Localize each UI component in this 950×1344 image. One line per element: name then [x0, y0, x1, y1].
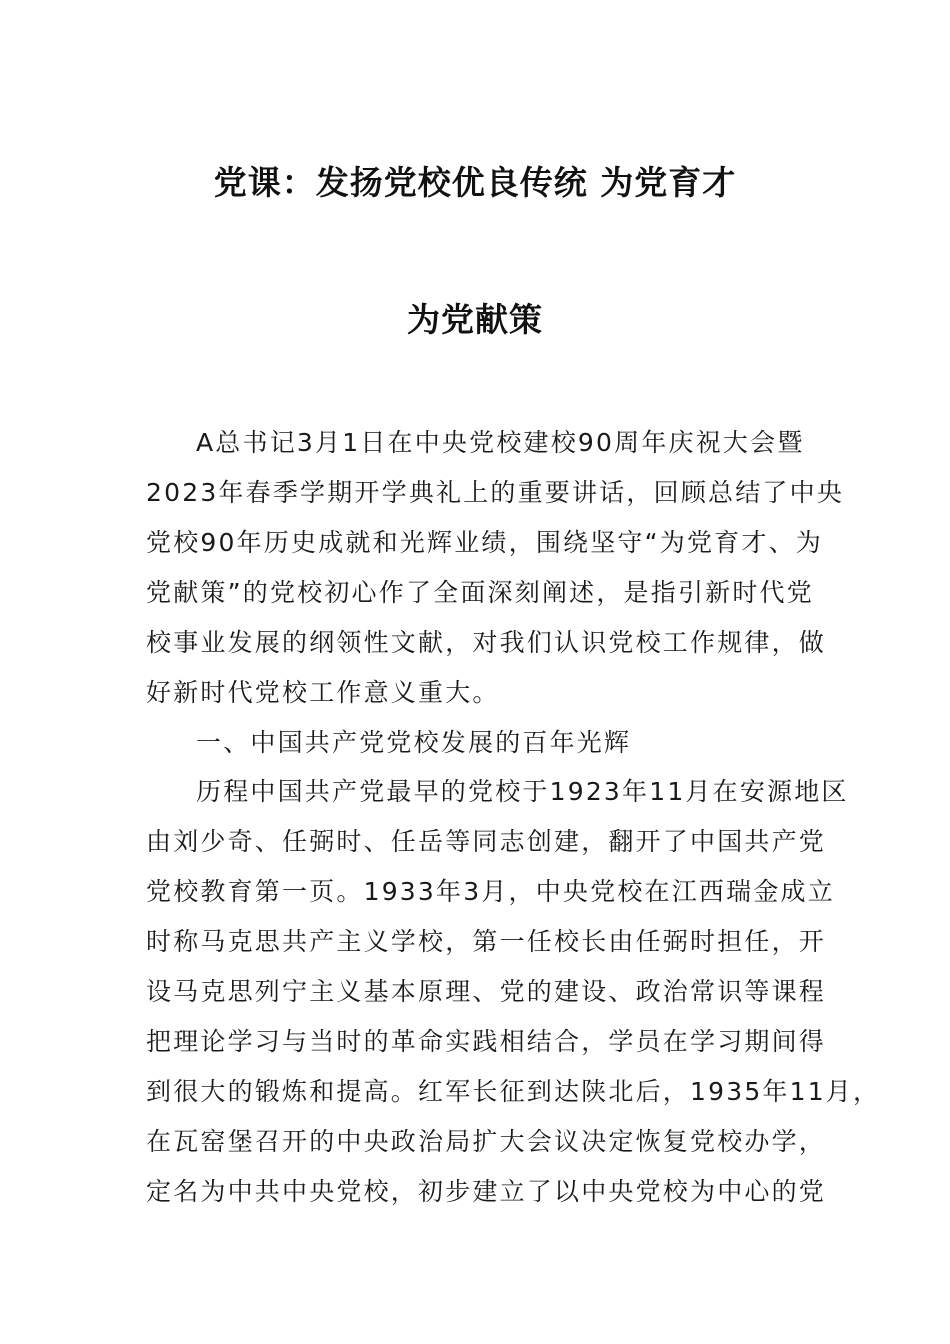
paragraph-1-line-2: 2023年春季学期开学典礼上的重要讲话，回顾总结了中央 [146, 478, 845, 507]
document-title-line-1: 党课：发扬党校优良传统 为党育才 [213, 163, 737, 202]
document-title-line-2: 为党献策 [407, 300, 543, 339]
paragraph-2-line-7: 到很大的锻炼和提高。红军长征到达陕北后，1935年11月， [146, 1077, 881, 1106]
paragraph-2-line-8: 在瓦窑堡召开的中央政治局扩大会议决定恢复党校办学， [146, 1127, 827, 1156]
paragraph-2-line-2: 由刘少奇、任弼时、任岳等同志创建，翻开了中国共产党 [146, 827, 827, 856]
paragraph-2-line-4: 时称马克思共产主义学校，第一任校长由任弼时担任，开 [146, 927, 827, 956]
paragraph-1-line-6: 好新时代党校工作意义重大。 [146, 678, 500, 707]
paragraph-2-line-3: 党校教育第一页。1933年3月，中央党校在江西瑞金成立 [146, 877, 835, 906]
paragraph-2-line-5: 设马克思列宁主义基本原理、党的建设、政治常识等课程 [146, 977, 827, 1006]
paragraph-2-line-1: 历程中国共产党最早的党校于1923年11月在安源地区 [196, 777, 849, 806]
paragraph-1-line-1: A总书记3月1日在中央党校建校90周年庆祝大会暨 [196, 428, 805, 457]
section-heading-1: 一、中国共产党党校发展的百年光辉 [196, 728, 632, 757]
paragraph-1-line-3: 党校90年历史成就和光辉业绩，围绕坚守“为党育才、为 [146, 528, 823, 557]
paragraph-2-line-6: 把理论学习与当时的革命实践相结合，学员在学习期间得 [146, 1027, 827, 1056]
paragraph-1-line-4: 党献策”的党校初心作了全面深刻阐述，是指引新时代党 [146, 578, 814, 607]
paragraph-1-line-5: 校事业发展的纲领性文献，对我们认识党校工作规律，做 [146, 628, 827, 657]
paragraph-2-line-9: 定名为中共中央党校，初步建立了以中央党校为中心的党 [146, 1177, 827, 1206]
